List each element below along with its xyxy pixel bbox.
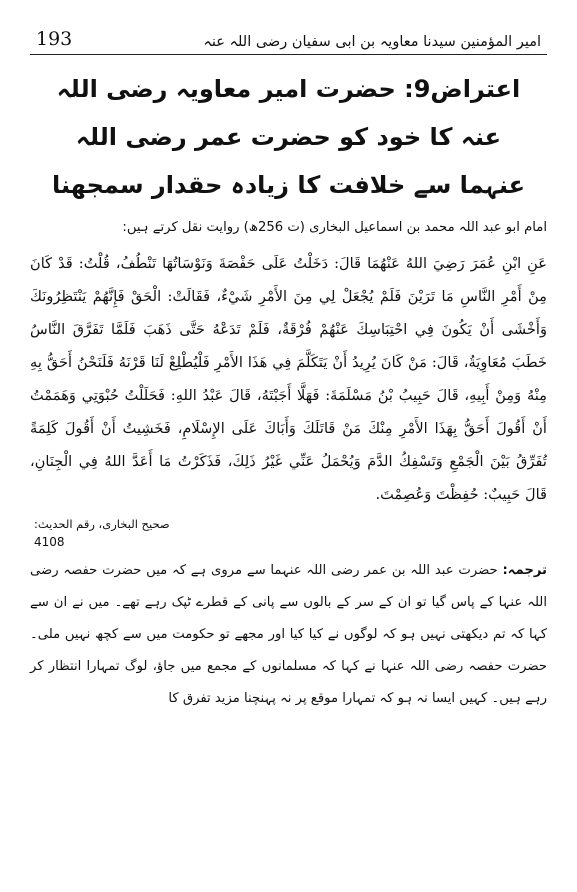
translation-text: حضرت عبد اللہ بن عمر رضی اللہ عنہما سے مروی ہے کہ میں حضرت حفصہ رضی اللہ عنہا کے پاس گیا تو ان کے سر کے بالوں سے پانی کے قطرے ٹپک رہے تھے۔ میں نے ان سے کہا کہ تم دیکھتی نہیں ہو کہ لوگوں نے کیا کیا اور مجھے تو حکومت میں سے کچھ نہیں ملی۔ حضرت حفصہ رضی اللہ عنہا نے کہا کہ مسلمانوں کے مجمع میں جاؤ، لوگ تمہارا انتظار کر رہے ہیں۔ کہیں ایسا نہ ہو کہ تمہارا موقع پر نہ پہنچنا مزید تفرق کا — [30, 563, 547, 706]
running-header — [30, 28, 547, 54]
translation-label: ترجمہ: — [502, 563, 547, 578]
hadith-reference — [34, 515, 547, 551]
header-divider — [30, 54, 547, 55]
narration-intro: امام ابو عبد اللہ محمد بن اسماعیل البخاری (ت 256ھ) روایت نقل کرتے ہیں: — [122, 220, 547, 235]
translation-paragraph — [30, 555, 547, 715]
hadith-arabic-text: عَنِ ابْنِ عُمَرَ رَضِيَ اللهُ عَنْهُمَا قَالَ: دَخَلْتُ عَلَى حَفْصَةَ وَنَوْسَاتُهَا تَنْطُفُ، قُلْتُ: قَدْ كَانَ مِنْ أَمْرِ النَّاسِ مَا تَرَيْنَ فَلَمْ يُجْعَلْ لِي مِنَ الأَمْرِ شَيْءٌ، فَقَالَتْ: الْحَقْ فَإِنَّهُمْ يَنْتَظِرُونَكَ وَأَخْشَى أَنْ يَكُونَ فِي احْتِبَاسِكَ عَنْهُمْ فُرْقَةٌ، فَلَمْ تَدَعْهُ حَتَّى ذَهَبَ فَلَمَّا تَفَرَّقَ النَّاسُ خَطَبَ مُعَاوِيَةُ، قَالَ: مَنْ كَانَ يُرِيدُ أَنْ يَتَكَلَّمَ فِي هَذَا الأَمْرِ فَلْيُطْلِعْ لَنَا قَرْنَهُ فَلَنَحْنُ أَحَقُّ بِهِ مِنْهُ وَمِنْ أَبِيهِ، قَالَ حَبِيبُ بْنُ مَسْلَمَةَ: فَهَلَّا أَجَبْتَهُ، قَالَ عَبْدُ اللهِ: فَحَلَلْتُ حُبْوَتِي وَهَمَمْتُ أَنْ أَقُولَ أَحَقُّ بِهَذَا الأَمْرِ مِنْكَ مَنْ قَاتَلَكَ وَأَبَاكَ عَلَى الإِسْلَامِ، فَخَشِيتُ أَنْ أَقُولَ كَلِمَةً تُفَرِّقُ بَيْنَ الْجَمْعِ وَتَسْفِكُ الدَّمَ وَيُحْمَلُ عَنِّي غَيْرُ ذَلِكَ، فَذَكَرْتُ مَا أَعَدَّ اللهُ فِي الْجِنَانِ، قَالَ حَبِيبٌ: حُفِظْتَ وَعُصِمْتَ. — [30, 255, 547, 503]
reference-source: صحیح البخاری، رقم الحدیث: — [34, 517, 170, 531]
chapter-heading: اعتراض9: حضرت امیر معاویہ رضی اللہ عنہ کا خود کو حضرت عمر رضی اللہ عنہما سے خلافت کا زیادہ حقدار سمجھنا — [51, 75, 526, 199]
page-number: 193 — [36, 28, 73, 50]
reference-number: 4108 — [34, 535, 65, 549]
running-title: امیر المؤمنین سیدنا معاویہ بن ابی سفیان رضی اللہ عنہ — [203, 34, 541, 50]
